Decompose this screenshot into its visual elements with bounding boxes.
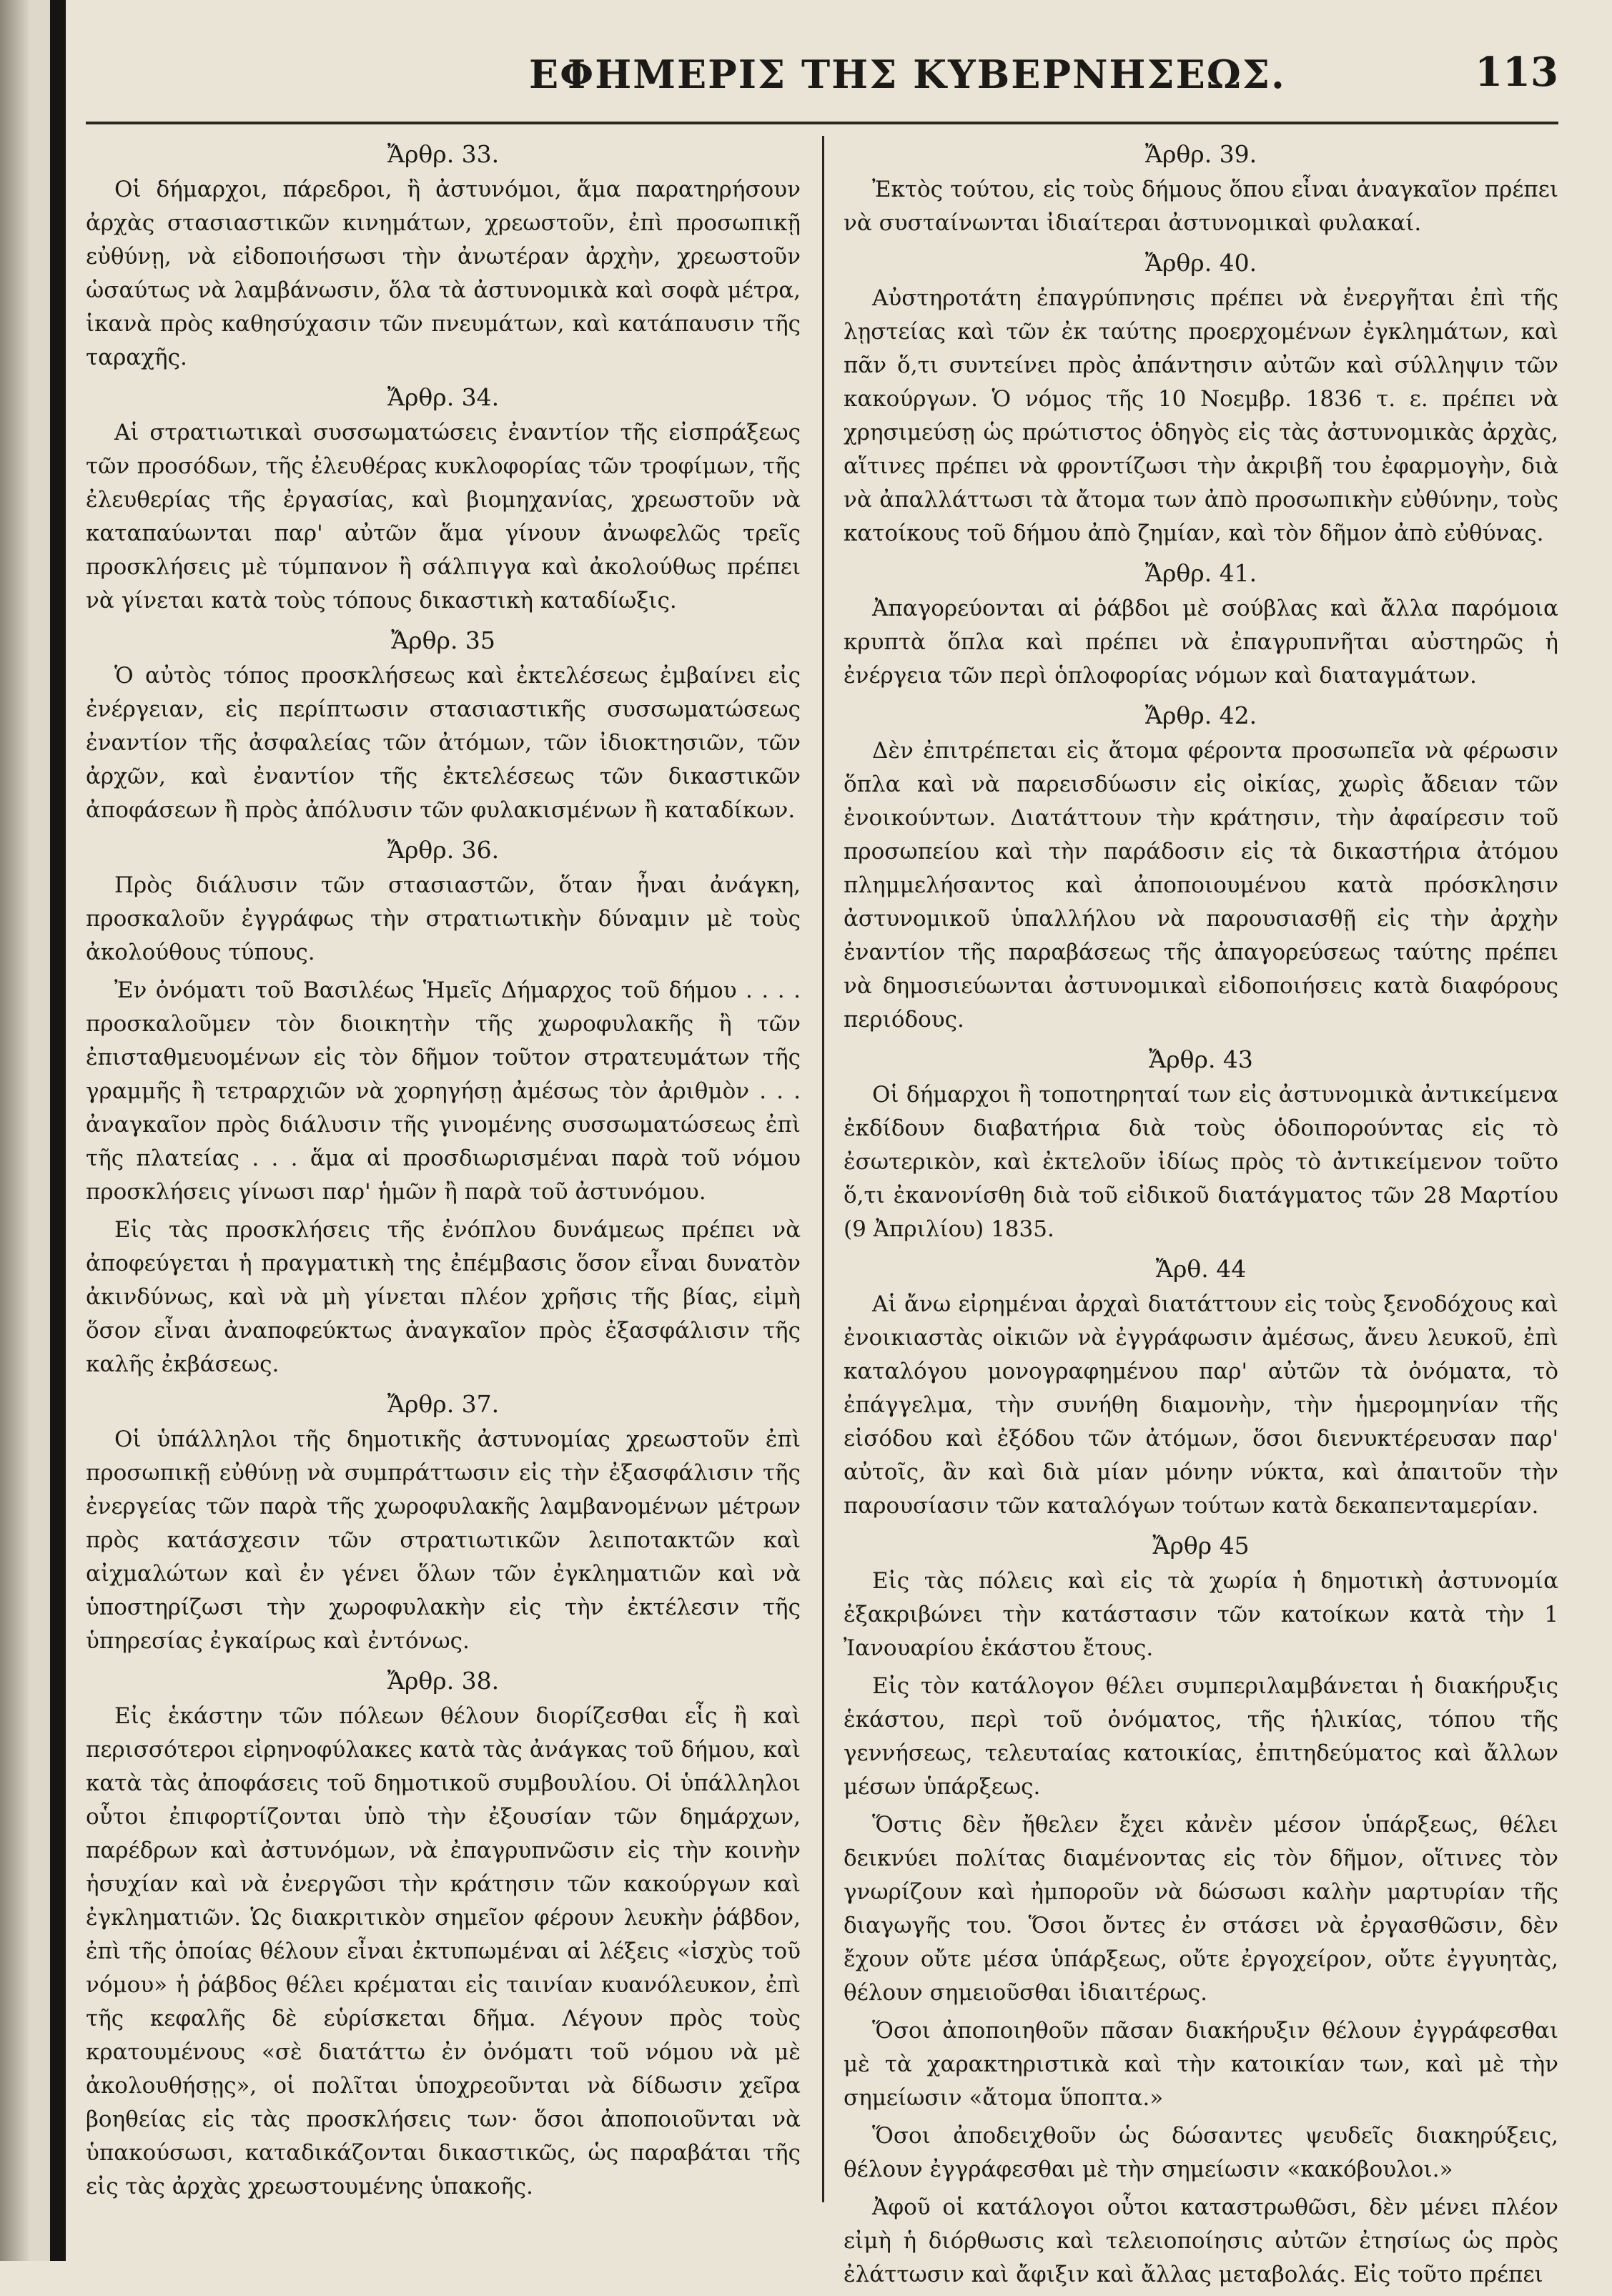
- article-heading: Ἄρθρ. 40.: [1144, 249, 1257, 277]
- article-paragraph: Δὲν ἐπιτρέπεται εἰς ἄτομα φέροντα προσωπεῖα νὰ φέρωσιν ὅπλα καὶ νὰ παρεισδύωσιν εἰς οἰκίας, χωρὶς ἄδειαν τῶν ἐνοικούντων. Διατάττουν τὴν κράτησιν, τὴν ἀφαίρεσιν τοῦ προσωπείου καὶ τὴν παράδοσιν εἰς τὰ δικαστήρια ἀτόμου πλημμελήσαντος καὶ ἀποποιουμένου κατὰ πρόσκλησιν ἀστυνομικοῦ ὑπαλλήλου νὰ παρουσιασθῇ εἰς τὴν ἀρχὴν ἐναντίον τῆς παραβάσεως τῆς ἀπαγορεύσεως ταύτης πρέπει νὰ δημοσιεύωνται ἀστυνομικαὶ εἰδοποιήσεις κατὰ διαφόρους περιόδους.: [844, 738, 1558, 1033]
- article-paragraph: Ἐκτὸς τούτου, εἰς τοὺς δήμους ὅπου εἶναι ἀναγκαῖον πρέπει νὰ συσταίνωνται ἰδιαίτεραι ἀστυνομικαὶ φυλακαί.: [844, 177, 1558, 236]
- article-paragraph: Οἱ ὑπάλληλοι τῆς δημοτικῆς ἀστυνομίας χρεωστοῦν ἐπὶ προσωπικῇ εὐθύνῃ νὰ συμπράττωσιν εἰς τὴν ἐξασφάλισιν τῆς ἐνεργείας τῶν παρὰ τῆς χωροφυλακῆς λαμβανομένων μέτρων πρὸς κατάσχεσιν τῶν στρατιωτικῶν λειποτακτῶν καὶ αἰχμαλώτων καὶ ἐν γένει ὅλων τῶν ἐγκληματιῶν καὶ νὰ ὑποστηρίζωσι τὴν χωροφυλακὴν εἰς τὴν ἐκτέλεσιν τῆς ὑπηρεσίας ἐγκαίρως καὶ ἐντόνως.: [86, 1427, 801, 1654]
- left-column: [86, 136, 801, 2208]
- article-paragraph: Πρὸς διάλυσιν τῶν στασιαστῶν, ὅταν ἦναι ἀνάγκη, προσκαλοῦν ἐγγράφως τὴν στρατιωτικὴν δύναμιν μὲ τοὺς ἀκολούθους τύπους.: [86, 872, 801, 965]
- article-heading: Ἄρθρ. 41.: [1144, 559, 1257, 587]
- article-paragraph: Εἰς τὰς πόλεις καὶ εἰς τὰ χωρία ἡ δημοτικὴ ἀστυνομία ἐξακριβώνει τὴν κατάστασιν τῶν κατοίκων κατὰ τὴν 1 Ἰανουαρίου ἑκάστου ἔτους.: [844, 1568, 1558, 1661]
- article-heading: Ἄρθρ. 38.: [387, 1667, 500, 1695]
- article-paragraph: Οἱ δήμαρχοι, πάρεδροι, ἢ ἀστυνόμοι, ἅμα παρατηρήσουν ἀρχὰς στασιαστικῶν κινημάτων, χρεωστοῦν, ἐπὶ προσωπικῇ εὐθύνῃ, νὰ εἰδοποιήσωσι τὴν ἀνωτέραν ἀρχὴν, χρεωστοῦν ὡσαύτως νὰ λαμβάνωσιν, ὅλα τὰ ἀστυνομικὰ καὶ σοφὰ μέτρα, ἱκανὰ πρὸς καθησύχασιν τῶν πνευμάτων, καὶ κατάπαυσιν τῆς ταραχῆς.: [86, 177, 801, 370]
- article-paragraph: Αὐστηροτάτη ἐπαγρύπνησις πρέπει νὰ ἐνεργῆται ἐπὶ τῆς λῃστείας καὶ τῶν ἐκ ταύτης προερχομένων ἐγκλημάτων, καὶ πᾶν ὅ,τι συντείνει πρὸς ἀπάντησιν αὐτῶν καὶ σύλληψιν τῶν κακούργων. Ὁ νόμος τῆς 10 Νοεμβρ. 1836 τ. ε. πρέπει νὰ χρησιμεύσῃ ὡς πρώτιστος ὁδηγὸς εἰς τὰς ἀστυνομικὰς ἀρχὰς, αἵτινες πρέπει νὰ φροντίζωσι τὴν ἀκριβῆ του ἐφαρμογὴν, διὰ νὰ ἀπαλλάττωσι τὰ ἄτομα των ἀπὸ προσωπικὴν εὐθύνην, τοὺς κατοίκους τοῦ δήμου ἀπὸ ζημίαν, καὶ τὸν δῆμον ἀπὸ εὐθύνας.: [844, 285, 1558, 546]
- article-paragraph: Εἰς ἑκάστην τῶν πόλεων θέλουν διορίζεσθαι εἷς ἢ καὶ περισσότεροι εἰρηνοφύλακες κατὰ τὰς ἀνάγκας τοῦ δήμου, καὶ κατὰ τὰς ἀποφάσεις τοῦ δημοτικοῦ συμβουλίου. Οἱ ὑπάλληλοι οὗτοι ἐπιφορτίζονται ὑπὸ τὴν ἐξουσίαν τῶν δημάρχων, παρέδρων καὶ ἀστυνόμων, νὰ ἐπαγρυπνῶσιν εἰς τὴν κοινὴν ἡσυχίαν καὶ νὰ ἐνεργῶσι τὴν κράτησιν τῶν κακούργων καὶ ἐγκληματιῶν. Ὡς διακριτικὸν σημεῖον φέρουν λευκὴν ῥάβδον, ἐπὶ τῆς ὁποίας θέλουν εἶναι ἐκτυπωμέναι αἱ λέξεις «ἰσχὺς τοῦ νόμου» ἡ ῥάβδος θέλει κρέμαται εἰς ταινίαν κυανόλευκον, ἐπὶ τῆς κεφαλῆς δὲ εὑρίσκεται δῆμα. Λέγουν πρὸς τοὺς κρατουμένους «σὲ διατάττω ἐν ὀνόματι τοῦ νόμου νὰ μὲ ἀκολουθήσῃς», οἱ πολῖται ὑποχρεοῦνται νὰ δίδωσιν χεῖρα βοηθείας εἰς τὰς προσκλήσεις των· ὅσοι ἀποποιοῦνται νὰ ὑπακούσωσι, καταδικάζονται δικαστικῶς, ὡς παραβάται τῆς εἰς τὰς ἀρχὰς χρεωστουμένης ὑπακοῆς.: [86, 1703, 801, 2199]
- book-spine: [50, 0, 66, 2261]
- text-columns: [86, 136, 1558, 2287]
- article-paragraph: Εἰς τὸν κατάλογον θέλει συμπεριλαμβάνεται ἡ διακήρυξις ἑκάστου, περὶ τοῦ ὀνόματος, τῆς ἡλικίας, τόπου τῆς γεννήσεως, τελευταίας κατοικίας, ἐπιτηδεύματος καὶ ἄλλων μέσων ὑπάρξεως.: [844, 1673, 1558, 1800]
- newspaper-page: [86, 43, 1558, 2287]
- article-heading: Ἄρθρ. 33.: [387, 140, 500, 168]
- article-paragraph: Ὅσοι ἀποδειχθοῦν ὡς δώσαντες ψευδεῖς διακηρύξεις, θέλουν ἐγγράφεσθαι μὲ τὴν σημείωσιν «κακόβουλοι.»: [844, 2123, 1558, 2182]
- article-heading: Ἄρθρ. 34.: [387, 383, 500, 411]
- facing-page-edge: [29, 0, 50, 2261]
- article-paragraph: Ἀπαγορεύονται αἱ ῥάβδοι μὲ σούβλας καὶ ἄλλα παρόμοια κρυπτὰ ὅπλα καὶ πρέπει νὰ ἐπαγρυπνῆται αὐστηρῶς ἡ ἐνέργεια τῶν περὶ ὁπλοφορίας νόμων καὶ διαταγμάτων.: [844, 596, 1558, 689]
- article-paragraph: Ἀφοῦ οἱ κατάλογοι οὗτοι καταστρωθῶσι, δὲν μένει πλέον εἰμὴ ἡ διόρθωσις καὶ τελειοποίησις αὐτῶν ἐτησίως ὡς πρὸς ἐλάττωσιν καὶ ἄφιξιν καὶ ἄλλας μεταβολάς. Εἰς τοῦτο πρέπει: [844, 2194, 1558, 2287]
- page-number: 113: [1475, 49, 1558, 96]
- article-heading: Ἄρθρ. 42.: [1144, 701, 1257, 729]
- article-heading: Ἄρθρ. 37.: [387, 1390, 500, 1418]
- right-column: [844, 136, 1558, 2296]
- article-heading: Ἄρθρ. 35: [391, 626, 495, 654]
- article-paragraph: Ὅστις δὲν ἤθελεν ἔχει κἀνὲν μέσον ὑπάρξεως, θέλει δεικνύει πολίτας διαμένοντας εἰς τὸν δῆμον, οἵτινες τὸν γνωρίζουν καὶ ἠμποροῦν νὰ δώσωσι καλὴν μαρτυρίαν τῆς διαγωγῆς του. Ὅσοι ὄντες ἐν στάσει νὰ ἐργασθῶσιν, δὲν ἔχουν οὔτε μέσα ὑπάρξεως, οὔτε ἐργοχείρον, οὔτε ἐγγυητὰς, θέλουν σημειοῦσθαι ἰδιαιτέρως.: [844, 1812, 1558, 2006]
- page-header: [86, 43, 1558, 124]
- article-heading: Ἄρθρ. 43: [1149, 1045, 1253, 1073]
- article-paragraph: Εἰς τὰς προσκλήσεις τῆς ἐνόπλου δυνάμεως πρέπει νὰ ἀποφεύγεται ἡ πραγματικὴ της ἐπέμβασις ὅσον εἶναι δυνατὸν ἀκινδύνως, καὶ νὰ μὴ γίνεται πλέον χρῆσις τῆς βίας, εἰμὴ ὅσον εἶναι ἀναποφεύκτως ἀναγκαῖον πρὸς ἐξασφάλισιν τῆς καλῆς ἐκβάσεως.: [86, 1217, 801, 1377]
- article-paragraph: Ὅσοι ἀποποιηθοῦν πᾶσαν διακήρυξιν θέλουν ἐγγράφεσθαι μὲ τὰ χαρακτηριστικὰ καὶ τὴν κατοικίαν των, καὶ μὲ τὴν σημείωσιν «ἄτομα ὕποπτα.»: [844, 2018, 1558, 2111]
- article-heading: Ἄρθρ. 39.: [1144, 140, 1257, 168]
- article-paragraph: Ἐν ὀνόματι τοῦ Βασιλέως Ἡμεῖς Δήμαρχος τοῦ δήμου . . . . προσκαλοῦμεν τὸν διοικητὴν τῆς χωροφυλακῆς ἢ τῶν ἐπισταθμευομένων εἰς τὸν δῆμον τοῦτον στρατευμάτων τῆς γραμμῆς ἢ τετραρχιῶν νὰ χορηγήσῃ ἀμέσως τὸν ἀριθμὸν . . . ἀναγκαῖον πρὸς διάλυσιν τῆς γινομένης συσσωματώσεως ἐπὶ τῆς πλατείας . . . ἅμα αἱ προσδιωρισμέναι παρὰ τοῦ νόμου προσκλήσεις γίνωσι παρ' ἡμῶν ἢ παρὰ τοῦ ἀστυνόμου.: [86, 977, 801, 1205]
- article-heading: Ἄρθρ 45: [1152, 1532, 1250, 1560]
- book-binding-shadow: [0, 0, 29, 2261]
- gazette-title: ΕΦΗΜΕΡΙΣ ΤΗΣ ΚΥΒΕΡΝΗΣΕΩΣ.: [529, 51, 1286, 97]
- article-paragraph: Αἱ στρατιωτικαὶ συσσωματώσεις ἐναντίον τῆς εἰσπράξεως τῶν προσόδων, τῆς ἐλευθέρας κυκλοφορίας τῶν τροφίμων, τῆς ἐλευθερίας τῆς ἐργασίας, καὶ βιομηχανίας, χρεωστοῦν νὰ καταπαύωνται παρ' αὐτῶν ἅμα γίνουν ἀνωφελῶς τρεῖς προσκλήσεις μὲ τύμπανον ἢ σάλπιγγα καὶ ἀκολούθως πρέπει νὰ γίνεται κατὰ τοὺς τόπους δικαστικὴ καταδίωξις.: [86, 420, 801, 614]
- article-heading: Ἄρθρ. 36.: [387, 836, 500, 864]
- article-heading: Ἄρθ. 44: [1155, 1255, 1247, 1283]
- article-paragraph: Ὁ αὐτὸς τόπος προσκλήσεως καὶ ἐκτελέσεως ἐμβαίνει εἰς ἐνέργειαν, εἰς περίπτωσιν στασιαστικῆς συσσωματώσεως ἐναντίον τῆς ἀσφαλείας τῶν ἀτόμων, τῶν ἰδιοκτησιῶν, τῶν ἀρχῶν, καὶ ἐναντίον τῆς ἐκτελέσεως τῶν δικαστικῶν ἀποφάσεων ἢ πρὸς ἀπόλυσιν τῶν φυλακισμένων ἢ καταδίκων.: [86, 663, 801, 823]
- article-paragraph: Οἱ δήμαρχοι ἢ τοποτηρηταί των εἰς ἀστυνομικὰ ἀντικείμενα ἐκδίδουν διαβατήρια διὰ τοὺς ὁδοιπορούντας εἰς τὸ ἐσωτερικὸν, καὶ ἐκτελοῦν ἰδίως πρὸς τὸ ἀντικείμενον τοῦτο ὅ,τι ἐκανονίσθη διὰ τοῦ εἰδικοῦ διατάγματος τῶν 28 Μαρτίου (9 Ἀπριλίου) 1835.: [844, 1082, 1558, 1242]
- article-paragraph: Αἱ ἄνω εἰρημέναι ἀρχαὶ διατάττουν εἰς τοὺς ξενοδόχους καὶ ἐνοικιαστὰς οἰκιῶν νὰ ἐγγράφωσιν ἀμέσως, ἄνευ λευκοῦ, ἐπὶ καταλόγου μονογραφημένου παρ' αὐτῶν τὰ ὀνόματα, τὸ ἐπάγγελμα, τὴν συνήθη διαμονὴν, τὴν ἡμερομηνίαν τῆς εἰσόδου καὶ ἐξόδου τῶν ἀτόμων, ὅσοι διενυκτέρευσαν παρ' αὐτοῖς, ἂν καὶ διὰ μίαν μόνην νύκτα, καὶ ἀπαιτοῦν τὴν παρουσίασιν τῶν καταλόγων τούτων κατὰ δεκαπενταμερίαν.: [844, 1291, 1558, 1519]
